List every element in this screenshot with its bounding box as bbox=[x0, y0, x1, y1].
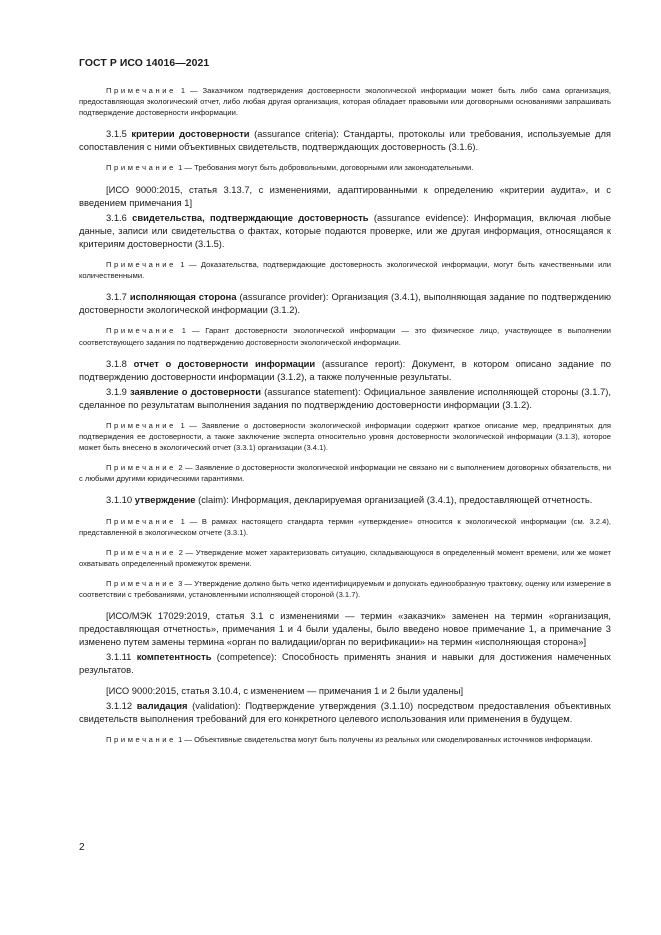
term-definition: (assurance statement): Официальное заявление исполняющей стороны (3.1.7), сделанное по результатам выполнения задания по подтверждению достоверности информации (3.1.2). bbox=[79, 385, 611, 410]
note-paragraph bbox=[79, 325, 611, 347]
document-header: ГОСТ Р ИСО 14016—2021 bbox=[79, 58, 210, 69]
note-number: 2 bbox=[178, 463, 183, 473]
term-definition: (assurance report): Документ, в котором описано задание по подтверждению достоверности информации (3.1.2), а также полученные результаты. bbox=[79, 357, 611, 382]
note-label: Примечание bbox=[106, 420, 176, 430]
term-definition: (claim): Информация, декларируемая организацией (3.4.1), предоставляющей отчетность. bbox=[195, 494, 593, 506]
note-text: — Требования могут быть добровольными, договорными или законодательными. bbox=[182, 163, 474, 173]
note-number: 1 bbox=[180, 420, 185, 430]
note-label: Примечание bbox=[106, 547, 176, 557]
term-number: 3.1.9 bbox=[106, 385, 127, 397]
term-name: отчет о достоверности информации bbox=[133, 357, 316, 369]
term-definition: (assurance provider): Организация (3.4.1), выполняющая задание по подтверждению достоверности экологической информации (3.1.2). bbox=[79, 291, 611, 316]
note-label: Примечание bbox=[106, 516, 176, 526]
term-number: 3.1.7 bbox=[106, 291, 127, 303]
note-number: 1 bbox=[180, 86, 186, 95]
term-name: валидация bbox=[136, 699, 188, 711]
note-label: Примечание bbox=[106, 463, 176, 473]
source-reference bbox=[79, 609, 611, 648]
term-name: утверждение bbox=[134, 494, 196, 506]
note-number: 2 bbox=[178, 547, 183, 557]
term-number: 3.1.5 bbox=[106, 128, 127, 140]
note-label: Примечание bbox=[106, 260, 176, 270]
note-paragraph bbox=[79, 547, 611, 569]
term-entry bbox=[79, 699, 611, 725]
note-text: — В рамках настоящего стандарта термин «утверждение» относится к экологической информации (см. 3.2.4), представленной в экологическом отчете (3.3.1). bbox=[79, 516, 611, 537]
note-paragraph bbox=[79, 734, 611, 745]
source-reference bbox=[79, 684, 611, 697]
note-label: Примечание bbox=[106, 578, 176, 588]
page-number: 2 bbox=[79, 842, 85, 853]
source-text: [ИСО/МЭК 17029:2019, статья 3.1 с изменениями — термин «заказчик» заменен на термин «организация, предоставляющая отчетность», примечания 1 и 4 были удалены, было введено новое примечание 1, а примечание 3 изменено путем замены термина «орган по валидации/орган по верификации» на термин «исполняющая сторона»] bbox=[79, 610, 611, 648]
note-label: Примечание bbox=[106, 163, 176, 173]
note-number: 1 bbox=[178, 163, 183, 173]
term-entry bbox=[79, 493, 611, 506]
source-text: [ИСО 9000:2015, статья 3.10.4, с изменением — примечания 1 и 2 были удалены] bbox=[106, 684, 464, 696]
term-name: исполняющая сторона bbox=[129, 291, 237, 303]
note-number: 1 bbox=[181, 326, 187, 336]
note-text: — Утверждение должно быть четко идентифицируемым и допускать единообразную трактовку, оценку или измерение в соответствии с требованиями, установленными исполняющей стороной (3.1.7). bbox=[79, 578, 611, 599]
note-paragraph bbox=[79, 259, 611, 281]
document-body bbox=[79, 85, 611, 745]
term-number: 3.1.8 bbox=[106, 357, 127, 369]
note-paragraph bbox=[79, 85, 611, 118]
term-number: 3.1.6 bbox=[106, 211, 127, 223]
note-text: — Заявление о достоверности экологической информации не связано ни с выполнением договорных обязательств, ни с любыми другими юридическими гарантиями. bbox=[79, 463, 611, 484]
note-text: — Гарант достоверности экологической информации — это физическое лицо, участвующее в выполнении соответствующего задания по подтверждению достоверности экологической информации. bbox=[79, 326, 611, 347]
term-number: 3.1.12 bbox=[106, 699, 133, 711]
note-text: — Заявление о достоверности экологической информации содержит краткое описание мер, предпринятых для подтверждения ее достоверности, а также заключение эксперта относительно уровня достоверности экологической информации (3.1.3), которое может быть внесено в экологический отчет (3.3.1) организации (3.4.1). bbox=[79, 420, 611, 453]
note-paragraph bbox=[79, 516, 611, 538]
source-reference bbox=[79, 183, 611, 209]
term-name: компетентность bbox=[136, 651, 212, 663]
note-text: — Утверждение может характеризовать ситуацию, складывающуюся в определенный момент времени, или же может охватывать определенный промежуток времени. bbox=[79, 547, 611, 568]
note-label: Примечание bbox=[106, 86, 176, 95]
term-name: заявление о достоверности bbox=[130, 385, 261, 397]
term-definition: (validation): Подтверждение утверждения (3.1.10) посредством предоставления объективных свидетельств выполнения требований для его конкретного целевого использования или применения в будущем. bbox=[79, 699, 611, 724]
note-text: — Объективные свидетельства могут быть получены из реальных или смоделированных источников информации. bbox=[182, 734, 593, 744]
note-label: Примечание bbox=[106, 734, 176, 744]
note-number: 1 bbox=[178, 734, 183, 744]
note-paragraph bbox=[79, 578, 611, 600]
term-number: 3.1.11 bbox=[106, 651, 132, 663]
term-entry bbox=[79, 385, 611, 411]
source-text: [ИСО 9000:2015, статья 3.13.7, с изменениями, адаптированными к определению «критерии аудита», и с введением примечания 1] bbox=[79, 183, 611, 208]
note-paragraph bbox=[79, 162, 611, 173]
note-number: 1 bbox=[180, 260, 185, 270]
note-paragraph bbox=[79, 462, 611, 484]
term-name: свидетельства, подтверждающие достоверность bbox=[132, 211, 369, 223]
term-entry bbox=[79, 650, 611, 676]
term-entry bbox=[79, 290, 611, 316]
note-paragraph bbox=[79, 420, 611, 453]
note-text: — Заказчиком подтверждения достоверности экологической информации может быть либо сама организация, предоставляющая экологический отчет, либо любая другая организация, которая обладает правовыми или договорными основаниями запрашивать подтверждение достоверности информации. bbox=[79, 86, 611, 118]
note-label: Примечание bbox=[106, 326, 176, 336]
note-number: 1 bbox=[180, 516, 185, 526]
term-entry bbox=[79, 127, 611, 153]
term-entry bbox=[79, 357, 611, 383]
term-number: 3.1.10 bbox=[106, 494, 133, 506]
term-name: критерии достоверности bbox=[131, 128, 250, 140]
term-definition: (assurance criteria): Стандарты, протоколы или требования, используемые для сопоставления с ними объективных свидетельств, подтверждающих достоверность (3.1.6). bbox=[79, 128, 611, 153]
note-number: 3 bbox=[178, 578, 183, 588]
term-entry bbox=[79, 211, 611, 250]
term-definition: (assurance evidence): Информация, включая любые данные, записи или свидетельства о фактах, которые подаются проверке, или же другая информация, относящаяся к критериям достоверности (3.1.5). bbox=[79, 211, 612, 249]
term-definition: (competence): Способность применять знания и навыки для достижения намеченных результатов. bbox=[79, 651, 611, 676]
note-text: — Доказательства, подтверждающие достоверность экологической информации, могут быть качественными или количественными. bbox=[79, 260, 611, 281]
